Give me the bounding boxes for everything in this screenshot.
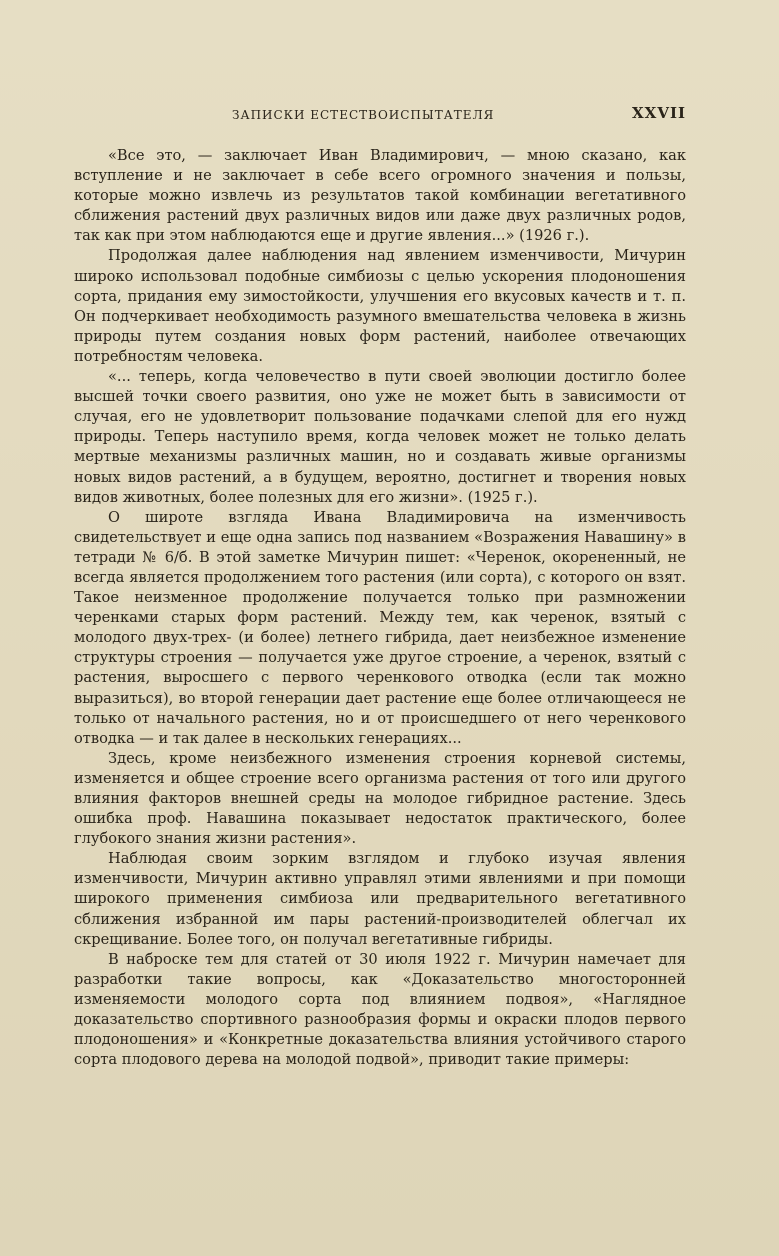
paragraph: «Все это, — заключает Иван Владимирович, — мною сказано, как вступление и не заключает в себе всего огромного значения и пользы, которые можно извлечь из результатов такой комбинации вегетативного сближения растений двух различных видов или даже двух различных родов, так как при этом наблюдаются еще и другие явления...» (1926 г.). (74, 147, 686, 245)
paragraph: Наблюдая своим зорким взглядом и глубоко изучая явления изменчивости, Мичурин активно управлял этими явлениями и при помощи широкого применения симбиоза или предварительного вегетативного сближения избранной им пары растений-производителей облегчал их скрещивание. Более того, он получал вегетативные гибриды. (74, 850, 686, 948)
page-header (74, 104, 686, 128)
paragraph: «... теперь, когда человечество в пути своей эволюции достигло более высшей точки своего развития, оно уже не может быть в зависимости от случая, его не удовлетворит пользование подачками слепой для его нужд природы. Теперь наступило время, когда человек может не только делать мертвые механизмы различных машин, но и создавать живые организмы новых видов растений, а в будущем, вероятно, достигнет и творения новых видов животных, более полезных для его жизни». (1925 г.). (74, 368, 686, 506)
page-number: XXVII (632, 104, 686, 122)
paragraph: О широте взгляда Ивана Владимировича на изменчивость свидетельствует и еще одна запись под названием «Возражения Навашину» в тетради № 6/б. В этой заметке Мичурин пишет: «Черенок, окорененный, не всегда является продолжением того растения (или сорта), с которого он взят. Такое неизменное продолжение получается только при размножении черенками старых форм растений. Между тем, как черенок, взятый с молодого двух-трех- (и более) летнего гибрида, дает неизбежное изменение структуры строения — получается уже другое строение, а черенок, взятый с растения, выросшего с первого черенкового отводка (если так можно выразиться), во второй генерации дает растение еще более отличающееся не только от начального растения, но и от происшедшего от него черенкового отводка — и так далее в нескольких генерациях... (74, 508, 686, 747)
paragraph: Продолжая далее наблюдения над явлением изменчивости, Мичурин широко использовал подобные симбиозы с целью ускорения плодоношения сорта, придания ему зимостойкости, улучшения его вкусовых качеств и т. п. Он подчеркивает необходимость разумного вмешательства человека в жизнь природы путем создания новых форм растений, наиболее отвечающих потребностям человека. (74, 247, 686, 365)
paragraph: Здесь, кроме неизбежного изменения строения корневой системы, изменяется и общее строение всего организма растения от того или другого влияния факторов внешней среды на молодое гибридное растение. Здесь ошибка проф. Навашина показывает недостаток практического, более глубокого знания жизни растения». (74, 749, 686, 848)
page-body (74, 146, 686, 1070)
paragraph: В наброске тем для статей от 30 июля 1922 г. Мичурин намечает для разработки такие вопросы, как «Доказательство многосторонней изменяемости молодого сорта под влиянием подвоя», «Наглядное доказательство спортивного разнообразия формы и окраски плодов первого плодоношения» и «Конкретные доказательства влияния устойчивого старого сорта плодового дерева на молодой подвой», приводит такие примеры: (74, 950, 686, 1069)
running-title: ЗАПИСКИ ЕСТЕСТВОИСПЫТАТЕЛЯ (232, 108, 495, 122)
